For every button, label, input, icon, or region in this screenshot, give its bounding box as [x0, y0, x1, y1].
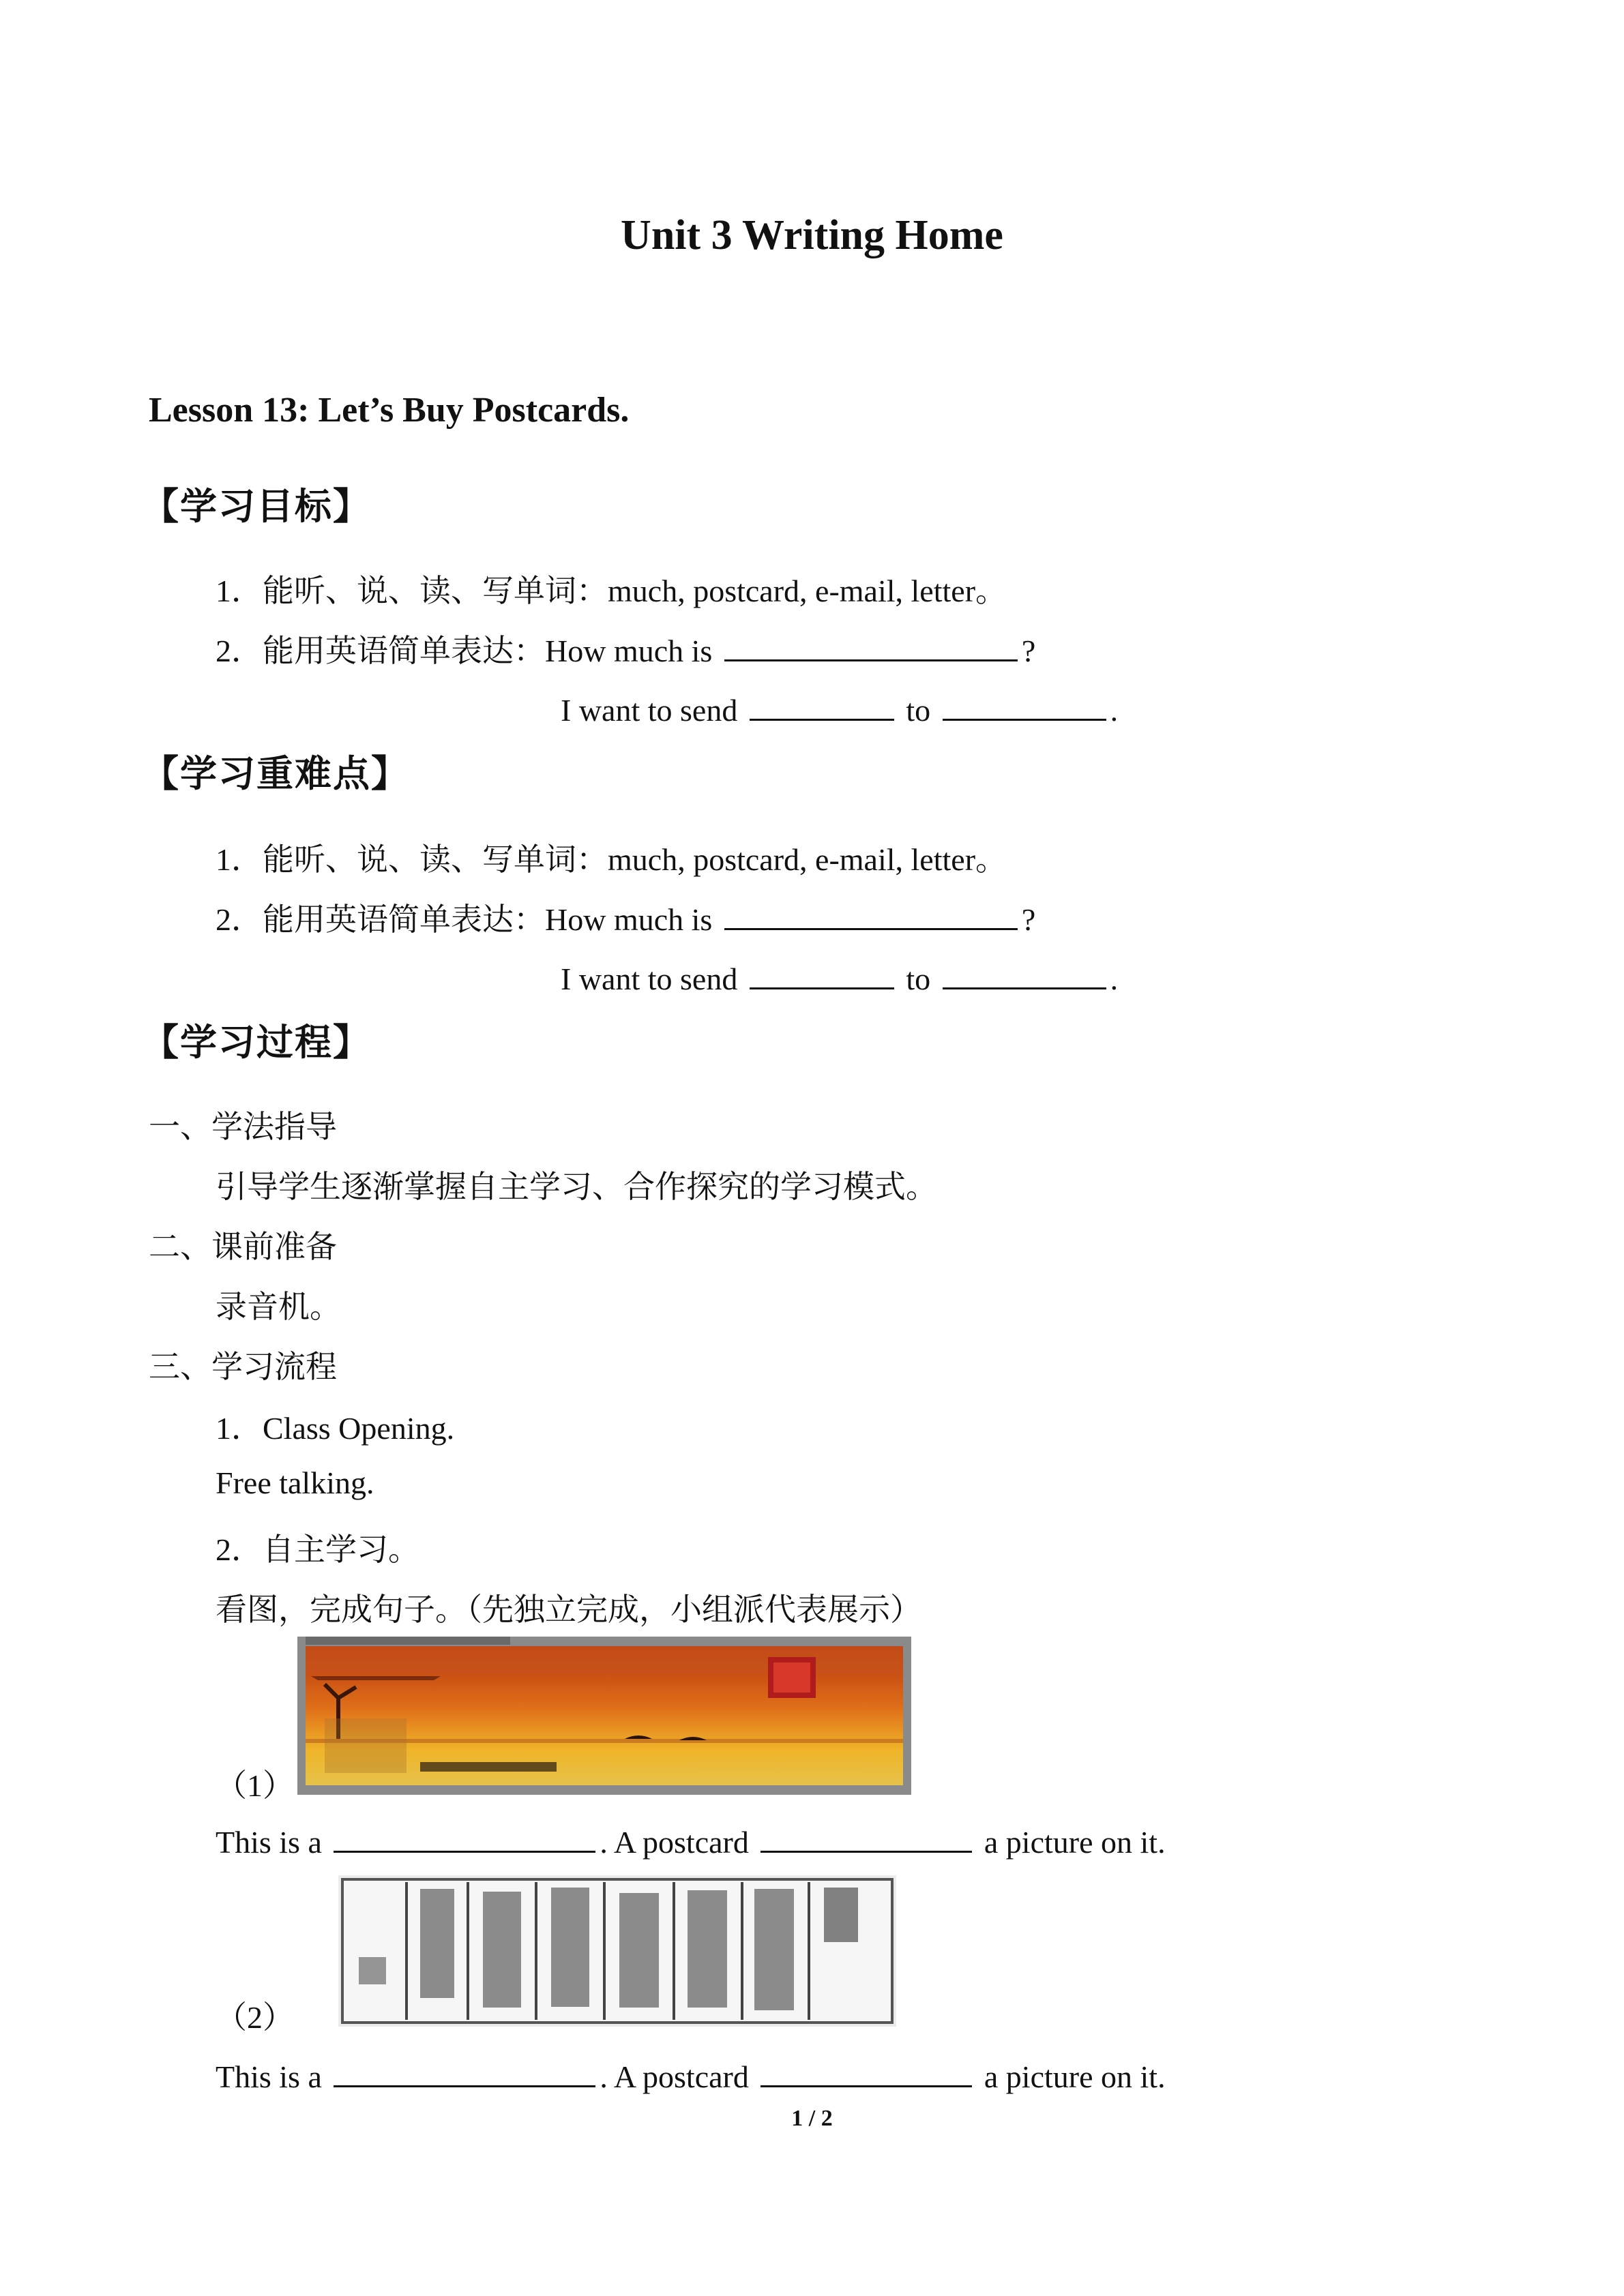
- objectives-item-1: 1．能听、说、读、写单词：much, postcard, e-mail, letter。: [216, 573, 1007, 608]
- objectives-item-2: 2．能用英语简单表达：How much is ?: [216, 626, 1035, 671]
- sentence-2: This is a . A postcard a picture on it.: [216, 2055, 1166, 2095]
- key-points-heading: 【学习重难点】: [142, 752, 409, 795]
- answer-blank: [761, 1821, 972, 1853]
- section-procedure: 三、学习流程: [149, 1350, 337, 1384]
- answer-blank: [334, 1821, 595, 1853]
- page-title: Unit 3 Writing Home: [621, 212, 1003, 258]
- answer-blank: [750, 689, 894, 721]
- section-preparation: 二、课前准备: [149, 1229, 337, 1264]
- answer-blank: [724, 629, 1018, 661]
- key-points-item-1: 1．能听、说、读、写单词：much, postcard, e-mail, letter。: [216, 842, 1007, 877]
- key-points-item-2b: I want to send to .: [561, 957, 1118, 997]
- section-method: 一、学法指导: [149, 1109, 337, 1144]
- section-preparation-text: 录音机。: [216, 1289, 341, 1324]
- step-1: 1．Class Opening.: [216, 1411, 455, 1446]
- step-2-text: 看图，完成句子。（先独立完成，小组派代表展示）: [216, 1592, 921, 1627]
- objectives-item-2b: I want to send to .: [561, 689, 1118, 728]
- answer-blank: [724, 898, 1018, 930]
- sentence-1: This is a . A postcard a picture on it.: [216, 1821, 1166, 1860]
- answer-blank: [943, 689, 1106, 721]
- postcard-image: [297, 1637, 911, 1795]
- question-1-label: （1）: [216, 1768, 294, 1803]
- question-2-label: （2）: [216, 2000, 294, 2035]
- lesson-title: Lesson 13: Let’s Buy Postcards.: [149, 391, 630, 430]
- objectives-heading: 【学习目标】: [142, 485, 371, 528]
- process-heading: 【学习过程】: [142, 1021, 371, 1064]
- step-1-text: Free talking.: [216, 1465, 374, 1500]
- answer-blank: [761, 2055, 972, 2087]
- answer-blank: [334, 2055, 595, 2087]
- section-method-text: 引导学生逐渐掌握自主学习、合作探究的学习模式。: [216, 1169, 937, 1204]
- answer-blank: [943, 957, 1106, 989]
- step-2: 2．自主学习。: [216, 1532, 419, 1567]
- page-number: 1 / 2: [791, 2106, 833, 2131]
- letter-image: [338, 1875, 896, 2027]
- key-points-item-2: 2．能用英语简单表达：How much is ?: [216, 895, 1035, 940]
- answer-blank: [750, 957, 894, 989]
